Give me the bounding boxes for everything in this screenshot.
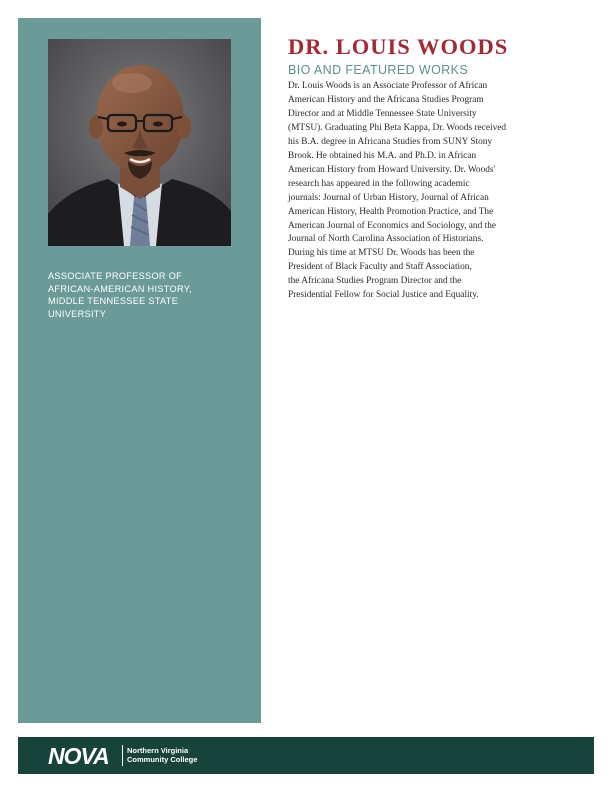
bio-line: American History and the Africana Studies Program — [288, 94, 484, 105]
portrait-photo — [48, 39, 231, 246]
bio-line: journals: Journal of Urban History, Journal of African — [288, 192, 489, 203]
section-subtitle: BIO AND FEATURED WORKS — [288, 63, 469, 77]
bio-line: Director and at Middle Tennessee State University — [288, 108, 477, 119]
caption-line: ASSOCIATE PROFESSOR OF — [48, 271, 183, 281]
bio-line: American Journal of Economics and Sociology, and the — [288, 220, 497, 231]
bio-line: Dr. Louis Woods is an Associate Professor of African — [288, 81, 488, 91]
bio-line: his B.A. degree in Africana Studies from SUNY Stony — [288, 136, 493, 147]
college-name — [127, 746, 197, 764]
college-name-line: Community College — [127, 755, 198, 764]
caption-line: AFRICAN-AMERICAN HISTORY, — [48, 283, 192, 294]
position-caption — [48, 270, 248, 320]
main-content — [288, 34, 596, 303]
footer-bar — [18, 737, 594, 774]
bio-line: the Africana Studies Program Director and the — [288, 276, 462, 287]
nova-logo: NOVA — [48, 743, 109, 769]
bio-line: American History, Health Promotion Practice, and The — [288, 206, 494, 217]
page-title: DR. LOUIS WOODS — [288, 34, 509, 59]
bio-line: Brook. He obtained his M.A. and Ph.D. in African — [288, 150, 477, 161]
caption-line: MIDDLE TENNESSEE STATE — [48, 296, 179, 306]
bio-line: During his time at MTSU Dr. Woods has been the — [288, 248, 475, 259]
sidebar-panel — [18, 18, 261, 723]
logo-divider — [122, 745, 123, 766]
college-name-line: Northern Virginia — [127, 746, 189, 755]
bio-line: President of Black Faculty and Staff Association, — [288, 262, 472, 273]
bio-paragraph — [288, 80, 596, 303]
bio-line: Journal of North Carolina Association of Historians. — [288, 234, 484, 245]
caption-line: UNIVERSITY — [48, 308, 107, 319]
bio-line: Presidential Fellow for Social Justice and Equality. — [288, 290, 479, 301]
bio-line: (MTSU). Graduating Phi Beta Kappa, Dr. Woods received — [288, 122, 507, 133]
bio-line: research has appeared in the following academic — [288, 178, 470, 189]
bio-line: American History from Howard University. Dr. Woods' — [288, 164, 496, 175]
portrait-illustration — [48, 39, 231, 246]
